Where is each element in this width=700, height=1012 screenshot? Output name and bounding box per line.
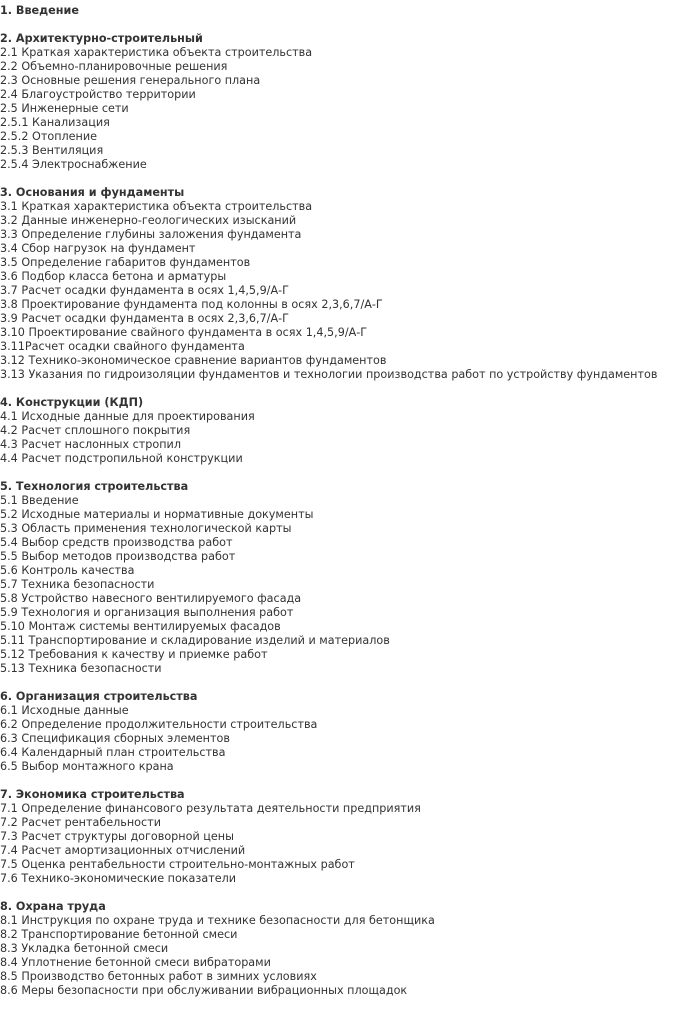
toc-item: 3.4 Сбор нагрузок на фундамент	[0, 242, 196, 255]
toc-item: 5.1 Введение	[0, 494, 79, 507]
toc-item: 7.6 Технико-экономические показатели	[0, 872, 237, 885]
toc-item: 8.4 Уплотнение бетонной смеси вибраторами	[0, 956, 271, 969]
toc-item: 8.5 Производство бетонных работ в зимних условиях	[0, 970, 317, 983]
toc-item: 7.3 Расчет структуры договорной цены	[0, 830, 234, 843]
section-heading: 1. Введение	[0, 4, 79, 17]
toc-item: 6.2 Определение продолжительности строительства	[0, 718, 318, 731]
toc-item: 2.5.4 Электроснабжение	[0, 158, 147, 171]
section-heading: 4. Конструкции (КДП)	[0, 396, 144, 409]
toc-item: 2.5.1 Канализация	[0, 116, 110, 129]
toc-item: 7.5 Оценка рентабельности строительно-монтажных работ	[0, 858, 355, 871]
toc-item: 6.5 Выбор монтажного крана	[0, 760, 174, 773]
toc-item: 3.6 Подбор класса бетона и арматуры	[0, 270, 227, 283]
toc-item: 5.4 Выбор средств производства работ	[0, 536, 233, 549]
toc-item: 3.8 Проектирование фундамента под колонны в осях 2,3,6,7/А-Г	[0, 298, 383, 311]
section-heading: 3. Основания и фундаменты	[0, 186, 185, 199]
toc-item: 3.9 Расчет осадки фундамента в осях 2,3,6,7/А-Г	[0, 312, 289, 325]
toc-item: 2.5.3 Вентиляция	[0, 144, 104, 157]
toc-item: 3.11Расчет осадки свайного фундамента	[0, 340, 245, 353]
toc-item: 4.1 Исходные данные для проектирования	[0, 410, 255, 423]
section-heading: 2. Архитектурно-строительный	[0, 32, 203, 45]
toc-item: 5.9 Технология и организация выполнения работ	[0, 606, 294, 619]
toc-item: 3.1 Краткая характеристика объекта строительства	[0, 200, 313, 213]
section-heading: 5. Технология строительства	[0, 480, 189, 493]
toc-section	[0, 32, 700, 172]
toc-item: 7.1 Определение финансового результата деятельности предприятия	[0, 802, 421, 815]
section-heading: 8. Охрана труда	[0, 900, 106, 913]
toc-item: 2.2 Объемно-планировочные решения	[0, 60, 228, 73]
toc-item: 5.3 Область применения технологической карты	[0, 522, 292, 535]
toc-item: 5.11 Транспортирование и складирование изделий и материалов	[0, 634, 390, 647]
table-of-contents	[0, 4, 700, 1012]
toc-item: 6.4 Календарный план строительства	[0, 746, 226, 759]
toc-section	[0, 480, 700, 676]
toc-section	[0, 396, 700, 466]
toc-item: 5.12 Требования к качеству и приемке работ	[0, 648, 268, 661]
toc-item: 3.7 Расчет осадки фундамента в осях 1,4,5,9/А-Г	[0, 284, 289, 297]
toc-item: 5.7 Техника безопасности	[0, 578, 155, 591]
toc-item: 5.13 Техника безопасности	[0, 662, 162, 675]
toc-section	[0, 4, 700, 18]
toc-item: 2.5.2 Отопление	[0, 130, 98, 143]
section-heading: 7. Экономика строительства	[0, 788, 185, 801]
toc-item: 8.3 Укладка бетонной смеси	[0, 942, 169, 955]
toc-item: 5.2 Исходные материалы и нормативные документы	[0, 508, 314, 521]
toc-item: 8.1 Инструкция по охране труда и технике безопасности для бетонщика	[0, 914, 435, 927]
toc-item: 4.4 Расчет подстропильной конструкции	[0, 452, 243, 465]
toc-item: 8.6 Меры безопасности при обслуживании вибрационных площадок	[0, 984, 408, 997]
toc-item: 5.6 Контроль качества	[0, 564, 135, 577]
toc-item: 4.2 Расчет сплошного покрытия	[0, 424, 191, 437]
toc-item: 5.10 Монтаж системы вентилируемых фасадов	[0, 620, 281, 633]
toc-item: 3.3 Определение глубины заложения фундамента	[0, 228, 302, 241]
toc-item: 2.1 Краткая характеристика объекта строительства	[0, 46, 313, 59]
toc-section	[0, 690, 700, 774]
toc-section	[0, 900, 700, 998]
toc-item: 6.3 Спецификация сборных элементов	[0, 732, 230, 745]
toc-item: 3.10 Проектирование свайного фундамента в осях 1,4,5,9/А-Г	[0, 326, 368, 339]
toc-section	[0, 186, 700, 382]
toc-item: 7.4 Расчет амортизационных отчислений	[0, 844, 246, 857]
toc-item: 2.4 Благоустройство территории	[0, 88, 196, 101]
toc-item: 5.8 Устройство навесного вентилируемого фасада	[0, 592, 302, 605]
toc-item: 4.3 Расчет наслонных стропил	[0, 438, 181, 451]
toc-item: 2.5 Инженерные сети	[0, 102, 129, 115]
toc-item: 7.2 Расчет рентабельности	[0, 816, 161, 829]
toc-section	[0, 788, 700, 886]
toc-item: 8.2 Транспортирование бетонной смеси	[0, 928, 238, 941]
toc-item: 2.3 Основные решения генерального плана	[0, 74, 261, 87]
toc-item: 3.13 Указания по гидроизоляции фундаментов и технологии производства работ по устройству фундаментов	[0, 368, 658, 381]
toc-item: 3.2 Данные инженерно-геологических изысканий	[0, 214, 297, 227]
section-heading: 6. Организация строительства	[0, 690, 198, 703]
toc-item: 3.5 Определение габаритов фундаментов	[0, 256, 251, 269]
toc-item: 5.5 Выбор методов производства работ	[0, 550, 236, 563]
toc-item: 3.12 Технико-экономическое сравнение вариантов фундаментов	[0, 354, 387, 367]
toc-item: 6.1 Исходные данные	[0, 704, 129, 717]
